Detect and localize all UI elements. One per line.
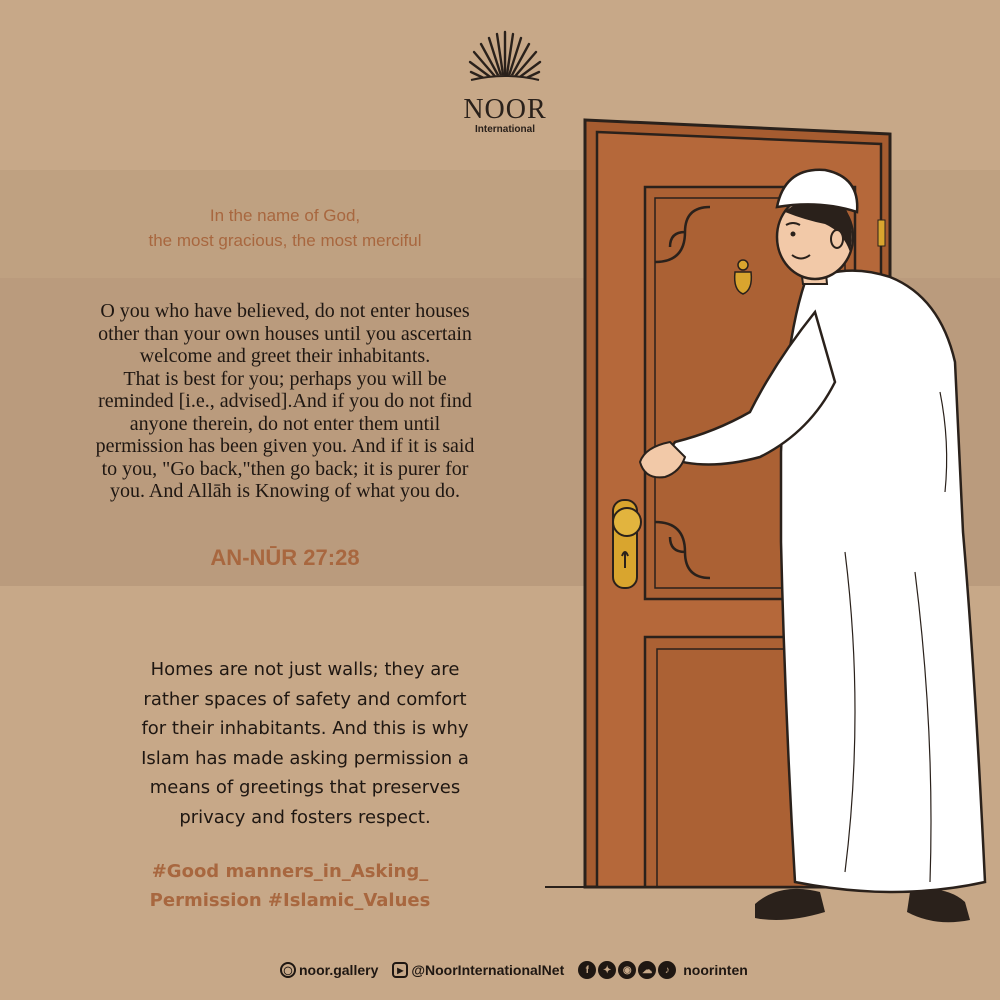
verse-line: O you who have believed, do not enter houses bbox=[100, 300, 470, 322]
sunburst-logo-icon bbox=[467, 30, 543, 92]
verse-line: to you, "Go back,"then go back; it is purer for bbox=[101, 457, 469, 480]
twitter-icon[interactable]: ✦ bbox=[598, 961, 616, 979]
website-label: noor.gallery bbox=[299, 962, 379, 978]
verse-line: That is best for you; perhaps you will be bbox=[123, 367, 447, 390]
verse-line: reminded [i.e., advised].And if you do not find bbox=[98, 390, 472, 412]
tiktok-icon[interactable]: ♪ bbox=[658, 961, 676, 979]
reflection-line: Homes are not just walls; they are bbox=[150, 659, 460, 680]
globe-icon: ◯ bbox=[280, 962, 296, 978]
basmala bbox=[100, 203, 470, 253]
reflection-line: Islam has made asking permission a bbox=[141, 747, 469, 769]
verse-line: anyone therein, do not enter them until bbox=[129, 412, 441, 435]
reflection-text bbox=[70, 655, 540, 832]
brand-subtitle: International bbox=[474, 124, 535, 135]
facebook-icon[interactable]: f bbox=[578, 961, 596, 979]
footer bbox=[280, 958, 748, 982]
hashtags bbox=[80, 857, 500, 915]
verse-line: welcome and greet their inhabitants. bbox=[139, 345, 431, 367]
reflection-line: rather spaces of safety and comfort bbox=[143, 688, 467, 710]
verse-text bbox=[20, 300, 550, 503]
youtube-link[interactable] bbox=[392, 962, 564, 978]
verse-line: other than your own houses until you ascertain bbox=[98, 322, 472, 345]
reflection-line: for their inhabitants. And this is why bbox=[141, 718, 469, 739]
basmala-line: the most gracious, the most merciful bbox=[148, 231, 422, 250]
cloud-icon[interactable]: ☁ bbox=[638, 961, 656, 979]
hashtag-line: Permission #Islamic_Values bbox=[149, 890, 431, 911]
door-illustration bbox=[545, 112, 1000, 942]
verse-reference: AN-NŪR 27:28 bbox=[210, 545, 360, 570]
verse-line: you. And Allāh is Knowing of what you do. bbox=[110, 480, 460, 502]
reflection-line: privacy and fosters respect. bbox=[179, 806, 431, 828]
hashtag-line: #Good manners_in_Asking_ bbox=[151, 861, 429, 882]
website-link[interactable] bbox=[280, 962, 378, 978]
social-icons bbox=[578, 961, 678, 979]
basmala-line: In the name of God, bbox=[209, 206, 361, 225]
instagram-icon[interactable]: ◉ bbox=[618, 961, 636, 979]
reflection-line: means of greetings that preserves bbox=[149, 777, 461, 798]
youtube-handle: @NoorInternationalNet bbox=[411, 962, 565, 978]
brand-name: NOOR bbox=[463, 94, 547, 125]
youtube-icon: ▶ bbox=[392, 962, 408, 978]
verse-line: permission has been given you. And if it is said bbox=[95, 435, 475, 457]
social-handle[interactable]: noorinten bbox=[683, 962, 748, 978]
